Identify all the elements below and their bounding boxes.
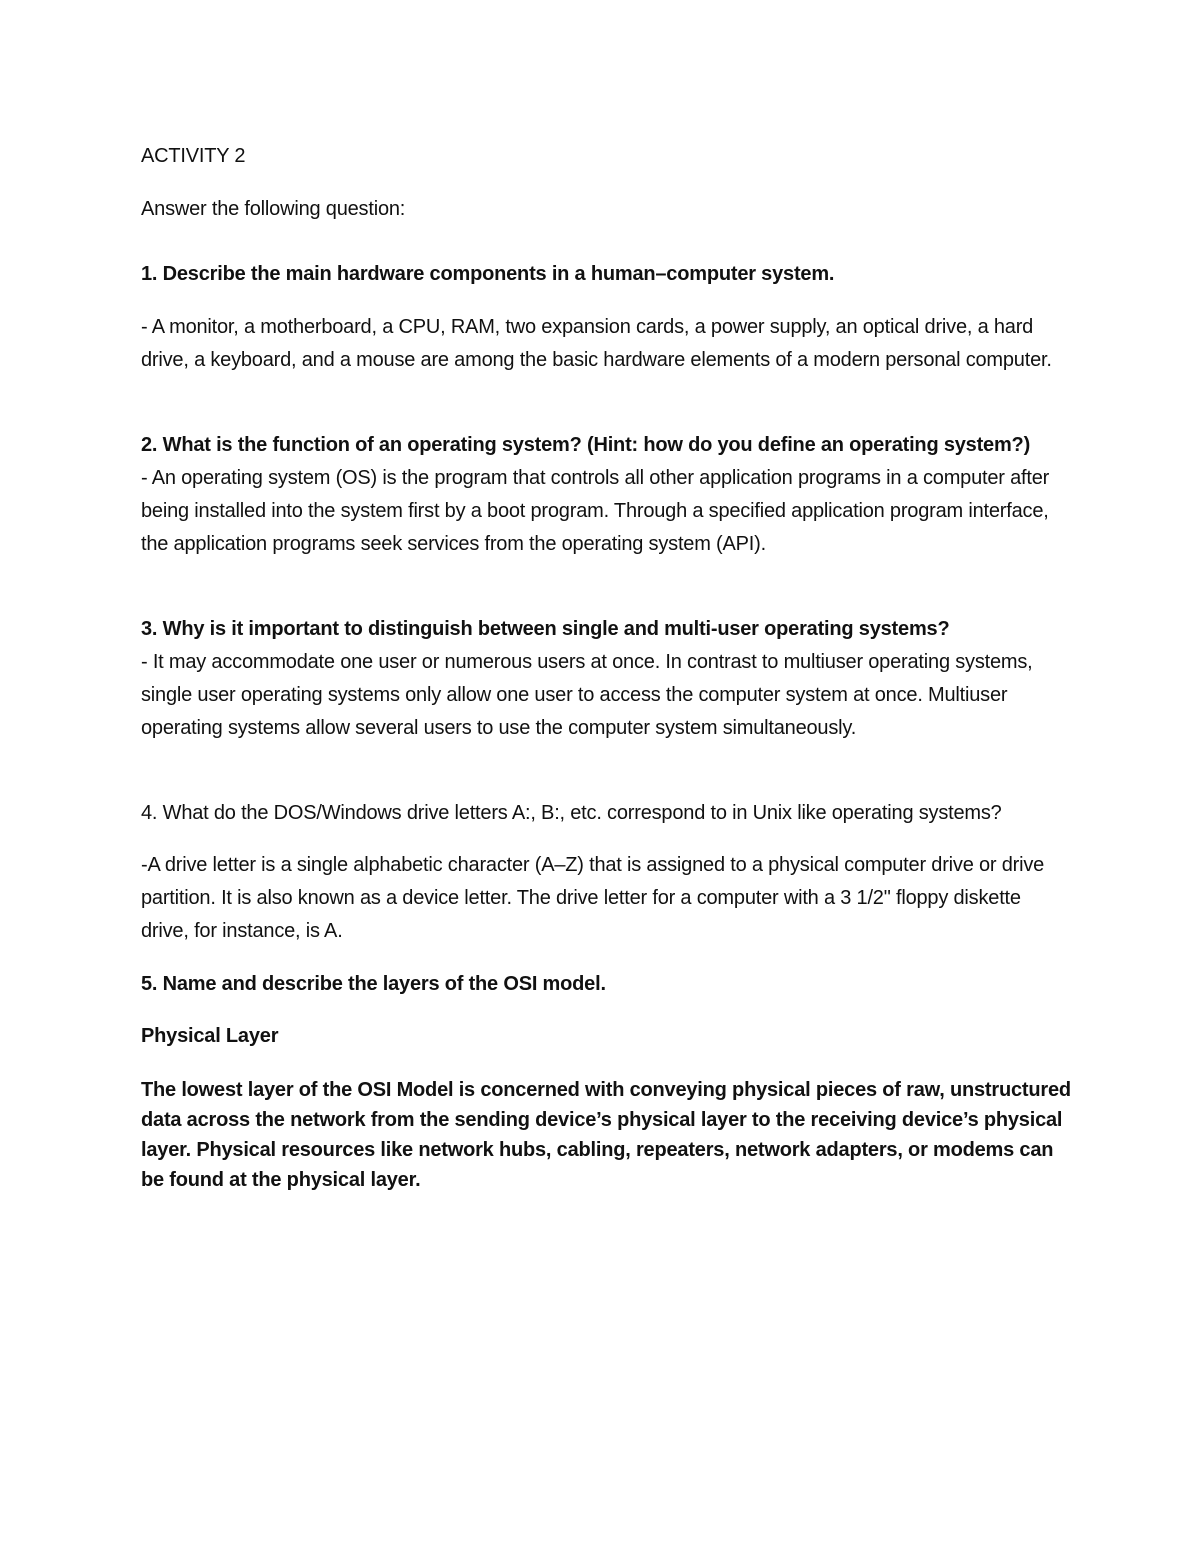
question-4: 4. What do the DOS/Windows drive letters A:, B:, etc. correspond to in Unix like operating systems? bbox=[141, 802, 1002, 824]
document-body bbox=[141, 140, 1071, 1195]
question-block-3 bbox=[141, 613, 1071, 745]
answer-2: - An operating system (OS) is the program that controls all other application programs in a computer after being installed into the system first by a boot program. Through a specified application program interface, the application programs seek services from the operating system (API). bbox=[141, 467, 1050, 555]
question-5: 5. Name and describe the layers of the OSI model. bbox=[141, 973, 606, 995]
question-2: 2. What is the function of an operating system? (Hint: how do you define an operating system?) bbox=[141, 434, 1031, 456]
question-1: 1. Describe the main hardware components in a human–computer system. bbox=[141, 263, 835, 285]
question-block-4 bbox=[141, 797, 1071, 948]
answer-1: - A monitor, a motherboard, a CPU, RAM, two expansion cards, a power supply, an optical drive, a hard drive, a keyboard, and a mouse are among the basic hardware elements of a modern personal computer. bbox=[141, 316, 1052, 371]
question-3: 3. Why is it important to distinguish between single and multi-user operating systems? bbox=[141, 618, 950, 640]
answer-4: -A drive letter is a single alphabetic character (A–Z) that is assigned to a physical computer drive or drive partition. It is also known as a device letter. The drive letter for a computer with a 3 1/2" floppy diskette drive, for instance, is A. bbox=[141, 854, 1045, 942]
question-block-2 bbox=[141, 429, 1071, 561]
question-block-5 bbox=[141, 968, 1071, 1195]
document-title: ACTIVITY 2 bbox=[141, 145, 246, 167]
instruction-text: Answer the following question: bbox=[141, 198, 406, 220]
layer-heading: Physical Layer bbox=[141, 1025, 279, 1047]
layer-description: The lowest layer of the OSI Model is concerned with conveying physical pieces of raw, unstructured data across the network from the sending device’s physical layer to the receiving device’s physical layer. Physical resources like network hubs, cabling, repeaters, network adapters, or modems can be found at the physical layer. bbox=[141, 1079, 1071, 1191]
answer-3: - It may accommodate one user or numerous users at once. In contrast to multiuser operating systems, single user operating systems only allow one user to access the computer system at once. Multiuser operating systems allow several users to use the computer system simultaneously. bbox=[141, 651, 1033, 739]
question-block-1 bbox=[141, 258, 1071, 377]
